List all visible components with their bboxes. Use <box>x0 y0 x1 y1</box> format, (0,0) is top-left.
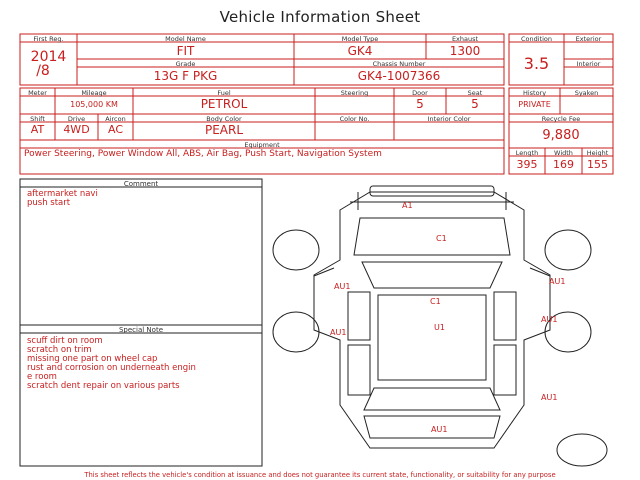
interior-label: Interior <box>576 60 601 68</box>
damage-marker-left-front-fender: AU1 <box>334 282 351 291</box>
special-note-line: scratch on trim <box>27 345 92 355</box>
condition-label: Condition <box>520 35 553 43</box>
front-right-wheel <box>545 230 591 270</box>
hood-outline <box>354 218 510 255</box>
aircon-value: AC <box>107 123 123 136</box>
grade-value: 13G F PKG <box>153 69 218 83</box>
door-value: 5 <box>416 97 424 111</box>
damage-marker-hood: C1 <box>436 234 447 243</box>
history-value: PRIVATE <box>518 100 551 109</box>
height-value: 155 <box>587 158 608 171</box>
shift-label: Shift <box>30 115 45 123</box>
sheet-title: Vehicle Information Sheet <box>219 8 421 26</box>
length-value: 395 <box>516 158 538 171</box>
special-note-line: rust and corrosion on underneath engin <box>27 363 196 373</box>
first-reg-month: /8 <box>36 63 50 79</box>
roof-outline <box>378 295 486 380</box>
condition-value: 3.5 <box>523 54 550 73</box>
chassis-number-value: GK4-1007366 <box>357 69 441 83</box>
mileage-label: Mileage <box>81 89 107 97</box>
comment-line: push start <box>27 198 71 208</box>
first-reg-year: 2014 <box>30 49 67 65</box>
meter-label: Meter <box>28 89 47 97</box>
model-name-value: FIT <box>176 44 195 58</box>
model-type-value: GK4 <box>347 44 373 58</box>
comment-heading: Comment <box>123 180 159 188</box>
body-color-value: PEARL <box>204 123 244 137</box>
damage-marker-right-front-fender: AU1 <box>549 277 566 286</box>
damage-marker-rear-bumper: AU1 <box>431 425 448 434</box>
chassis-number-label: Chassis Number <box>372 60 426 68</box>
exhaust-label: Exhaust <box>451 35 479 43</box>
exhaust-value: 1300 <box>449 44 481 58</box>
special-note-line: scratch dent repair on various parts <box>27 381 180 391</box>
aircon-label: Aircon <box>105 115 126 123</box>
first-reg-label: First Reg. <box>33 35 64 43</box>
height-label: Height <box>586 149 609 157</box>
recycle-fee-value: 9,880 <box>542 128 580 143</box>
exterior-label: Exterior <box>575 35 602 43</box>
comment-line: aftermarket navi <box>27 189 98 199</box>
damage-marker-left-rear-door: AU1 <box>330 328 347 337</box>
spare-wheel <box>557 434 607 466</box>
interior-color-label: Interior Color <box>427 115 471 123</box>
history-label: History <box>522 89 547 97</box>
fuel-label: Fuel <box>217 89 231 97</box>
special-note-line: e room <box>27 372 57 382</box>
model-name-label: Model Name <box>165 35 206 43</box>
drive-value: 4WD <box>63 123 90 136</box>
damage-marker-right-rear: AU1 <box>541 393 558 402</box>
recycle-fee-label: Recycle Fee <box>541 115 581 123</box>
disclaimer-footer: This sheet reflects the vehicle's condition at issuance and does not guarantee its current state, functionality, or suitability for any purpose <box>84 471 556 479</box>
seat-value: 5 <box>471 97 479 111</box>
rear-left-wheel <box>273 312 319 352</box>
syaken-label: Syaken <box>574 89 599 97</box>
equipment-label: Equipment <box>244 141 280 149</box>
damage-marker-right-front-door: AU1 <box>541 315 558 324</box>
damage-marker-roof: C1 <box>430 297 441 306</box>
shift-value: AT <box>30 123 45 136</box>
special-note-line: missing one part on wheel cap <box>27 354 158 364</box>
width-value: 169 <box>553 158 574 171</box>
mileage-value: 105,000 KM <box>70 100 118 109</box>
width-label: Width <box>554 149 573 157</box>
grade-label: Grade <box>175 60 196 68</box>
fuel-value: PETROL <box>200 97 248 111</box>
seat-label: Seat <box>467 89 483 97</box>
drive-label: Drive <box>67 115 86 123</box>
damage-marker-front-bumper: A1 <box>402 201 413 210</box>
color-no-label: Color No. <box>339 115 370 123</box>
equipment-value: Power Steering, Power Window All, ABS, Air Bag, Push Start, Navigation System <box>24 149 382 159</box>
door-label: Door <box>412 89 428 97</box>
length-label: Length <box>515 149 539 157</box>
damage-marker-roof-center: U1 <box>434 323 445 332</box>
steering-label: Steering <box>340 89 369 97</box>
special-note-line: scuff dirt on room <box>27 336 103 346</box>
model-type-label: Model Type <box>341 35 379 43</box>
special-note-heading: Special Note <box>118 326 164 334</box>
body-color-label: Body Color <box>206 115 242 123</box>
front-left-wheel <box>273 230 319 270</box>
